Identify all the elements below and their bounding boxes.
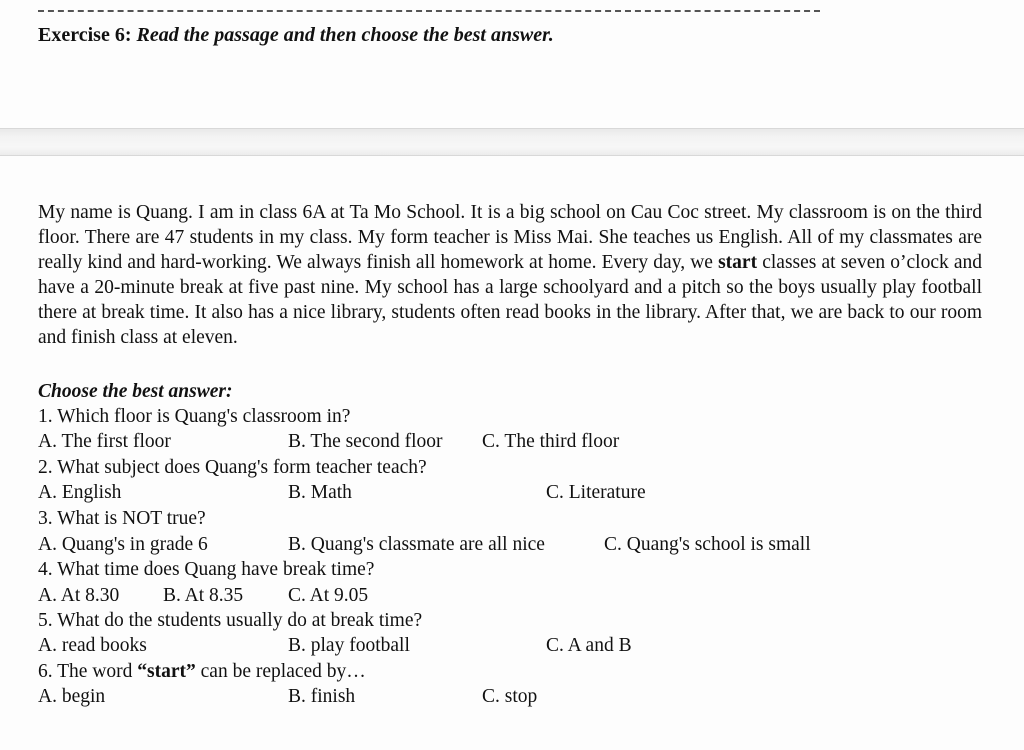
question-5: 5. What do the students usually do at break time? [38,610,423,631]
q4-option-a: A. At 8.30 [38,585,120,606]
q1-option-a: A. The first floor [38,431,171,452]
q3-option-c: C. Quang's school is small [604,534,811,555]
passage-bold-word: start [718,252,758,273]
question-4: 4. What time does Quang have break time? [38,559,375,580]
q1-option-b: B. The second floor [288,431,443,452]
question-6 [38,659,366,684]
q6-text-1: 6. The word [38,661,138,682]
q5-option-a: A. read books [38,635,147,656]
choose-heading: Choose the best answer: [38,381,233,402]
q2-option-c: C. Literature [546,482,646,503]
q3-option-a: A. Quang's in grade 6 [38,534,208,555]
q6-bold-word: “start” [137,661,196,682]
q3-option-b: B. Quang's classmate are all nice [288,534,545,555]
q5-option-c: C. A and B [546,635,632,656]
q6-option-a: A. begin [38,686,106,707]
passage-text-2: classes at seven o’clock and have a 20-minute break at five past nine. My school has a large schoolyard and a pitch so the boys usually play football there at break time. It also has a nice library, students often read books in the library. After that, we are back to our room and finish class at eleven. [38,252,983,348]
dashed-divider [38,10,820,12]
exercise-instruction: Read the passage and then choose the best answer. [136,24,554,46]
q2-option-b: B. Math [288,482,352,503]
question-3: 3. What is NOT true? [38,508,206,529]
reading-passage [38,200,982,350]
q6-option-b: B. finish [288,686,356,707]
passage-text-1: My name is Quang. I am in class 6A at Ta Mo School. It is a big school on Cau Coc street. My classroom is on the third floor. There are 47 students in my class. My form teacher is Miss Mai. She teaches us English. All of my classmates are really kind and hard-working. We always finish all homework at home. Every day, we [38,202,982,273]
q1-option-c: C. The third floor [482,431,620,452]
page-separator [0,128,1024,156]
q6-option-c: C. stop [482,686,538,707]
q6-text-2: can be replaced by… [195,661,366,682]
question-1: 1. Which floor is Quang's classroom in? [38,406,351,427]
q5-option-b: B. play football [288,635,410,656]
q4-option-c: C. At 9.05 [288,585,369,606]
q4-option-b: B. At 8.35 [163,585,244,606]
question-2: 2. What subject does Quang's form teacher teach? [38,457,427,478]
exercise-header [38,22,554,48]
q2-option-a: A. English [38,482,122,503]
exercise-label: Exercise 6: [38,24,132,46]
